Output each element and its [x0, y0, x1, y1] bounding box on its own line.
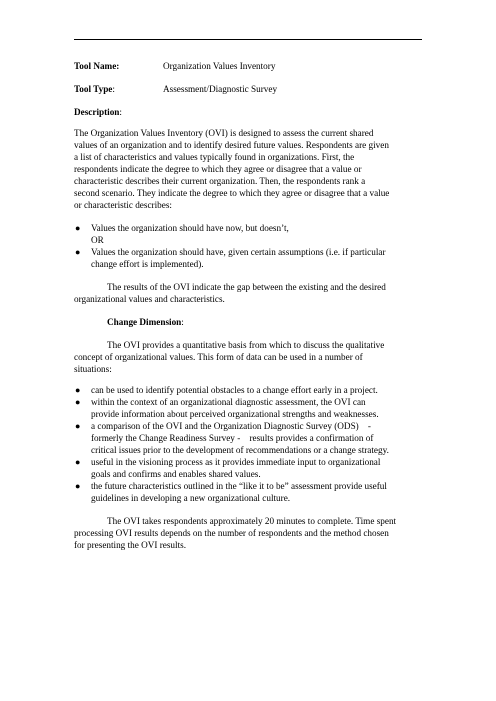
results-line: The results of the OVI indicate the gap between the existing and the desired	[107, 282, 386, 292]
change-dimension-colon: :	[181, 317, 184, 327]
description-label: Description	[74, 107, 120, 117]
tool-name-label: Tool Name:	[74, 61, 120, 71]
quant-line: The OVI provides a quantitative basis from which to discuss the qualitative	[107, 340, 385, 350]
bullet-dot-icon: ●	[75, 397, 81, 407]
use-item-line: provide information about perceived organizational strengths and weaknesses.	[91, 409, 379, 419]
scenario-bullet-second-cont: change effort is implemented).	[91, 259, 204, 269]
use-item-line: formerly the Change Readiness Survey - results provides a confirmation of	[91, 433, 374, 443]
closing-line: processing OVI results depends on the number of respondents and the method chosen	[74, 528, 389, 538]
use-item-line: useful in the visioning process as it provides immediate input to organizational	[91, 457, 381, 467]
tool-type-value: Assessment/Diagnostic Survey	[163, 84, 278, 94]
bullet-dot-icon: ●	[75, 421, 81, 431]
top-rule	[74, 39, 422, 40]
tool-type-label-text: Tool Type	[74, 84, 113, 94]
intro-line: respondents indicate the degree to which they agree or disagree that a value or	[74, 164, 362, 174]
scenario-or: OR	[91, 235, 104, 245]
scenario-bullet-first: Values the organization should have now, but doesn’t,	[91, 223, 289, 233]
bullet-dot-icon: ●	[75, 457, 81, 467]
intro-line: second scenario. They indicate the degree to which they agree or disagree that a value	[74, 188, 390, 198]
tool-name-value: Organization Values Inventory	[163, 61, 276, 71]
change-dimension-heading	[107, 316, 184, 328]
intro-line: The Organization Values Inventory (OVI) is designed to assess the current shared	[74, 128, 374, 138]
use-item-line: critical issues prior to the development of recommendations or a change strategy.	[91, 445, 389, 455]
bullet-dot-icon: ●	[75, 481, 81, 491]
results-line: organizational values and characteristics.	[74, 294, 225, 304]
bullet-dot-icon: ●	[75, 385, 81, 395]
intro-line: or characteristic describes:	[74, 200, 172, 210]
tool-type-colon: :	[112, 84, 115, 94]
use-item-line: a comparison of the OVI and the Organization Diagnostic Survey (ODS) -	[91, 421, 371, 431]
intro-line: values of an organization and to identify desired future values. Respondents are given	[74, 140, 389, 150]
use-item-line: the future characteristics outlined in the “like it to be” assessment provide useful	[91, 481, 387, 491]
scenario-bullet-second: Values the organization should have, given certain assumptions (i.e. if particular	[91, 247, 386, 257]
use-item-line: within the context of an organizational diagnostic assessment, the OVI can	[91, 397, 366, 407]
bullet-dot-icon: ●	[75, 247, 81, 257]
description-heading	[74, 106, 122, 118]
intro-line: a list of characteristics and values typically found in organizations. First, the	[74, 152, 355, 162]
quant-line: situations:	[74, 364, 112, 374]
tool-type-label	[74, 83, 115, 95]
intro-line: characteristic describes their current organization. Then, the respondents rank a	[74, 176, 366, 186]
closing-line: The OVI takes respondents approximately 20 minutes to complete. Time spent	[107, 516, 397, 526]
quant-line: concept of organizational values. This form of data can be used in a number of	[74, 352, 363, 362]
use-item-line: guidelines in developing a new organizational culture.	[91, 493, 291, 503]
closing-line: for presenting the OVI results.	[74, 540, 187, 550]
description-colon: :	[119, 107, 122, 117]
use-item-line: goals and confirms and enables shared values.	[91, 469, 261, 479]
change-dimension-label: Change Dimension	[107, 317, 182, 327]
bullet-dot-icon: ●	[75, 223, 81, 233]
use-item-line: can be used to identify potential obstacles to a change effort early in a project.	[91, 385, 378, 395]
